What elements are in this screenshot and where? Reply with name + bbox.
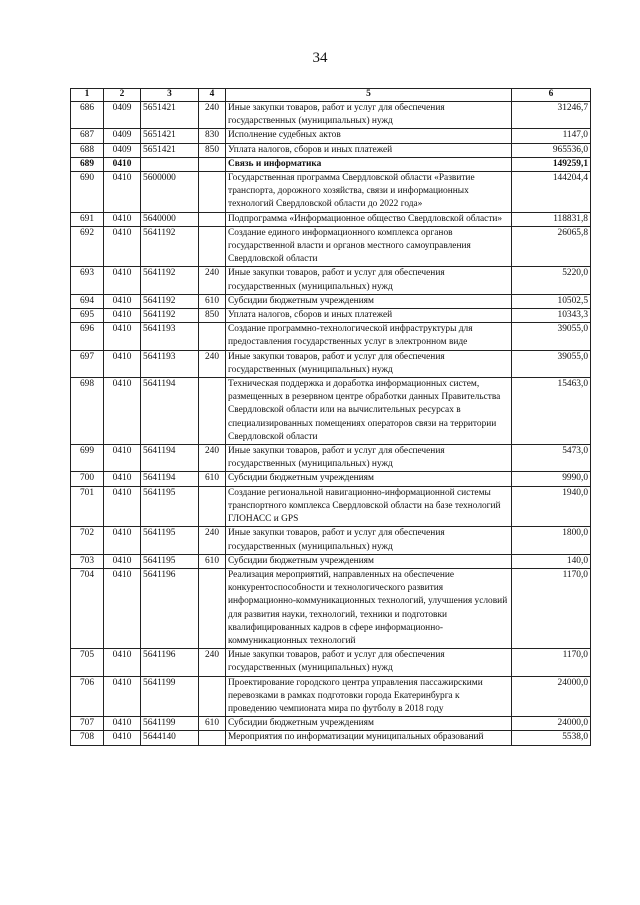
item-name: Государственная программа Свердловской области «Развитие транспорта, дорожного хозяйства, связи и информационных технологий Свердловской области до 2022 года» bbox=[226, 172, 512, 213]
table-row bbox=[71, 226, 591, 267]
amount: 10343,3 bbox=[512, 309, 591, 323]
row-number: 695 bbox=[71, 309, 104, 323]
target-code: 5641192 bbox=[141, 226, 199, 267]
item-name: Иные закупки товаров, работ и услуг для обеспечения государственных (муниципальных) нужд bbox=[226, 102, 512, 129]
row-number: 686 bbox=[71, 102, 104, 129]
row-number: 690 bbox=[71, 172, 104, 213]
section-code: 0409 bbox=[104, 143, 141, 157]
section-code: 0409 bbox=[104, 129, 141, 143]
section-code: 0410 bbox=[104, 172, 141, 213]
section-code: 0410 bbox=[104, 378, 141, 445]
section-code: 0410 bbox=[104, 294, 141, 308]
table-header-row bbox=[71, 89, 591, 102]
expense-kind-code: 610 bbox=[199, 472, 226, 486]
item-name: Создание программно-технологической инфраструктуры для предоставления государственных услуг в электронном виде bbox=[226, 323, 512, 350]
page-number: 34 bbox=[312, 50, 328, 66]
row-number: 692 bbox=[71, 226, 104, 267]
item-name: Иные закупки товаров, работ и услуг для обеспечения государственных (муниципальных) нужд bbox=[226, 350, 512, 377]
expense-kind-code bbox=[199, 676, 226, 717]
section-code: 0410 bbox=[104, 731, 141, 745]
table-row bbox=[71, 527, 591, 554]
amount: 118831,8 bbox=[512, 212, 591, 226]
section-code: 0410 bbox=[104, 568, 141, 648]
table-row bbox=[71, 568, 591, 648]
header-col-3: 3 bbox=[141, 89, 199, 102]
expense-kind-code bbox=[199, 157, 226, 171]
table-row bbox=[71, 472, 591, 486]
table-row bbox=[71, 212, 591, 226]
row-number: 697 bbox=[71, 350, 104, 377]
target-code: 5641199 bbox=[141, 676, 199, 717]
table-row bbox=[71, 102, 591, 129]
section-code: 0410 bbox=[104, 472, 141, 486]
section-code: 0410 bbox=[104, 226, 141, 267]
expense-kind-code: 850 bbox=[199, 309, 226, 323]
item-name: Техническая поддержка и доработка информационных систем, размещенных в резервном центре обработки данных Правительства Свердловской области или на вычислительных ресурсах в специализированных помещениях операторов связи на территории Свердловской области bbox=[226, 378, 512, 445]
header-col-2: 2 bbox=[104, 89, 141, 102]
table-row bbox=[71, 267, 591, 294]
expense-kind-code bbox=[199, 323, 226, 350]
target-code: 5641192 bbox=[141, 294, 199, 308]
section-code: 0410 bbox=[104, 309, 141, 323]
section-code: 0410 bbox=[104, 212, 141, 226]
item-name: Подпрограмма «Информационное общество Свердловской области» bbox=[226, 212, 512, 226]
item-name: Иные закупки товаров, работ и услуг для обеспечения государственных (муниципальных) нужд bbox=[226, 267, 512, 294]
expense-kind-code: 240 bbox=[199, 350, 226, 377]
table-row bbox=[71, 676, 591, 717]
section-code: 0410 bbox=[104, 527, 141, 554]
section-code: 0410 bbox=[104, 267, 141, 294]
row-number: 691 bbox=[71, 212, 104, 226]
row-number: 706 bbox=[71, 676, 104, 717]
header-col-4: 4 bbox=[199, 89, 226, 102]
amount: 1170,0 bbox=[512, 568, 591, 648]
row-number: 701 bbox=[71, 486, 104, 527]
section-code: 0410 bbox=[104, 350, 141, 377]
expense-kind-code bbox=[199, 212, 226, 226]
table-row bbox=[71, 350, 591, 377]
item-name: Связь и информатика bbox=[226, 157, 512, 171]
item-name: Субсидии бюджетным учреждениям bbox=[226, 294, 512, 308]
table-row bbox=[71, 554, 591, 568]
amount: 140,0 bbox=[512, 554, 591, 568]
row-number: 693 bbox=[71, 267, 104, 294]
row-number: 702 bbox=[71, 527, 104, 554]
item-name: Субсидии бюджетным учреждениям bbox=[226, 717, 512, 731]
item-name: Создание региональной навигационно-информационной системы транспортного комплекса Свердловской области на базе технологий ГЛОНАСС и GPS bbox=[226, 486, 512, 527]
amount: 149259,1 bbox=[512, 157, 591, 171]
row-number: 698 bbox=[71, 378, 104, 445]
target-code bbox=[141, 157, 199, 171]
target-code: 5600000 bbox=[141, 172, 199, 213]
section-code: 0410 bbox=[104, 323, 141, 350]
row-number: 707 bbox=[71, 717, 104, 731]
amount: 965536,0 bbox=[512, 143, 591, 157]
target-code: 5641195 bbox=[141, 486, 199, 527]
expense-kind-code bbox=[199, 486, 226, 527]
section-code: 0410 bbox=[104, 445, 141, 472]
item-name: Иные закупки товаров, работ и услуг для обеспечения государственных (муниципальных) нужд bbox=[226, 445, 512, 472]
item-name: Создание единого информационного комплекса органов государственной власти и органов местного самоуправления Свердловской области bbox=[226, 226, 512, 267]
expense-kind-code: 830 bbox=[199, 129, 226, 143]
expense-kind-code bbox=[199, 731, 226, 745]
amount: 1170,0 bbox=[512, 649, 591, 676]
target-code: 5641195 bbox=[141, 527, 199, 554]
item-name: Субсидии бюджетным учреждениям bbox=[226, 472, 512, 486]
item-name: Проектирование городского центра управления пассажирскими перевозками в рамках подготовки города Екатеринбурга к проведению чемпионата мира по футболу в 2018 году bbox=[226, 676, 512, 717]
section-code: 0410 bbox=[104, 676, 141, 717]
row-number: 694 bbox=[71, 294, 104, 308]
expense-kind-code bbox=[199, 226, 226, 267]
item-name: Уплата налогов, сборов и иных платежей bbox=[226, 309, 512, 323]
row-number: 696 bbox=[71, 323, 104, 350]
target-code: 5641192 bbox=[141, 309, 199, 323]
table-row bbox=[71, 731, 591, 745]
amount: 1147,0 bbox=[512, 129, 591, 143]
table-row bbox=[71, 157, 591, 171]
row-number: 703 bbox=[71, 554, 104, 568]
amount: 5538,0 bbox=[512, 731, 591, 745]
section-code: 0410 bbox=[104, 717, 141, 731]
row-number: 687 bbox=[71, 129, 104, 143]
target-code: 5641194 bbox=[141, 378, 199, 445]
section-code: 0410 bbox=[104, 486, 141, 527]
expense-kind-code: 610 bbox=[199, 717, 226, 731]
expense-kind-code: 240 bbox=[199, 527, 226, 554]
item-name: Субсидии бюджетным учреждениям bbox=[226, 554, 512, 568]
item-name: Реализация мероприятий, направленных на обеспечение конкурентоспособности и технологического развития информационно-коммуникационных технологий, улучшения условий для развития науки, технологий, техники и подготовки квалифицированных кадров в сфере информационно-коммуникационных технологий bbox=[226, 568, 512, 648]
amount: 5473,0 bbox=[512, 445, 591, 472]
table-row bbox=[71, 445, 591, 472]
amount: 1940,0 bbox=[512, 486, 591, 527]
expense-kind-code: 610 bbox=[199, 294, 226, 308]
section-code: 0409 bbox=[104, 102, 141, 129]
row-number: 705 bbox=[71, 649, 104, 676]
row-number: 699 bbox=[71, 445, 104, 472]
expense-kind-code bbox=[199, 378, 226, 445]
row-number: 688 bbox=[71, 143, 104, 157]
amount: 39055,0 bbox=[512, 323, 591, 350]
amount: 24000,0 bbox=[512, 717, 591, 731]
expense-kind-code: 240 bbox=[199, 102, 226, 129]
row-number: 689 bbox=[71, 157, 104, 171]
row-number: 704 bbox=[71, 568, 104, 648]
amount: 5220,0 bbox=[512, 267, 591, 294]
target-code: 5651421 bbox=[141, 129, 199, 143]
expense-kind-code: 240 bbox=[199, 649, 226, 676]
header-col-6: 6 bbox=[512, 89, 591, 102]
expense-kind-code: 240 bbox=[199, 267, 226, 294]
amount: 39055,0 bbox=[512, 350, 591, 377]
table-body bbox=[71, 102, 591, 746]
table-row bbox=[71, 309, 591, 323]
table-row bbox=[71, 143, 591, 157]
table-row bbox=[71, 378, 591, 445]
budget-table bbox=[70, 88, 591, 746]
target-code: 5641194 bbox=[141, 472, 199, 486]
target-code: 5644140 bbox=[141, 731, 199, 745]
expense-kind-code: 850 bbox=[199, 143, 226, 157]
item-name: Иные закупки товаров, работ и услуг для обеспечения государственных (муниципальных) нужд bbox=[226, 649, 512, 676]
table-row bbox=[71, 717, 591, 731]
expense-kind-code: 240 bbox=[199, 445, 226, 472]
amount: 144204,4 bbox=[512, 172, 591, 213]
expense-kind-code bbox=[199, 172, 226, 213]
target-code: 5641192 bbox=[141, 267, 199, 294]
table-row bbox=[71, 129, 591, 143]
table-row bbox=[71, 486, 591, 527]
item-name: Иные закупки товаров, работ и услуг для обеспечения государственных (муниципальных) нужд bbox=[226, 527, 512, 554]
amount: 1800,0 bbox=[512, 527, 591, 554]
expense-kind-code bbox=[199, 568, 226, 648]
expense-kind-code: 610 bbox=[199, 554, 226, 568]
table-row bbox=[71, 649, 591, 676]
row-number: 708 bbox=[71, 731, 104, 745]
target-code: 5651421 bbox=[141, 143, 199, 157]
target-code: 5651421 bbox=[141, 102, 199, 129]
header-col-5: 5 bbox=[226, 89, 512, 102]
amount: 9990,0 bbox=[512, 472, 591, 486]
item-name: Уплата налогов, сборов и иных платежей bbox=[226, 143, 512, 157]
section-code: 0410 bbox=[104, 157, 141, 171]
amount: 10502,5 bbox=[512, 294, 591, 308]
table-row bbox=[71, 323, 591, 350]
amount: 31246,7 bbox=[512, 102, 591, 129]
target-code: 5641193 bbox=[141, 350, 199, 377]
section-code: 0410 bbox=[104, 554, 141, 568]
target-code: 5641196 bbox=[141, 649, 199, 676]
amount: 26065,8 bbox=[512, 226, 591, 267]
table-row bbox=[71, 172, 591, 213]
target-code: 5641196 bbox=[141, 568, 199, 648]
table-row bbox=[71, 294, 591, 308]
amount: 15463,0 bbox=[512, 378, 591, 445]
target-code: 5641193 bbox=[141, 323, 199, 350]
target-code: 5641199 bbox=[141, 717, 199, 731]
item-name: Мероприятия по информатизации муниципальных образований bbox=[226, 731, 512, 745]
target-code: 5641195 bbox=[141, 554, 199, 568]
target-code: 5640000 bbox=[141, 212, 199, 226]
section-code: 0410 bbox=[104, 649, 141, 676]
row-number: 700 bbox=[71, 472, 104, 486]
amount: 24000,0 bbox=[512, 676, 591, 717]
target-code: 5641194 bbox=[141, 445, 199, 472]
header-col-1: 1 bbox=[71, 89, 104, 102]
item-name: Исполнение судебных актов bbox=[226, 129, 512, 143]
